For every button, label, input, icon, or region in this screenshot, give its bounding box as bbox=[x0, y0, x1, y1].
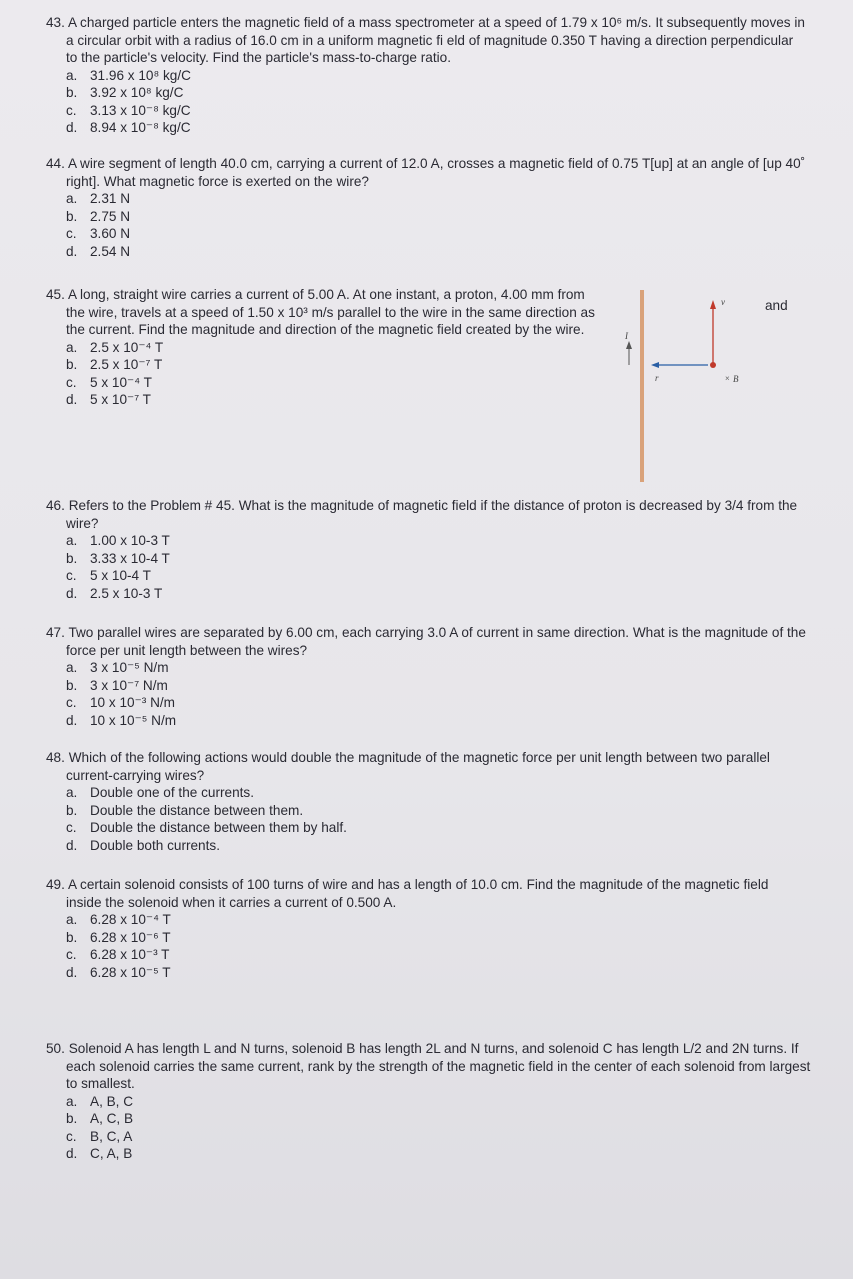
question-43 bbox=[46, 14, 806, 137]
velocity-label: v bbox=[721, 297, 725, 307]
distance-label: r bbox=[655, 373, 659, 383]
question-stem: 43. A charged particle enters the magnetic field of a mass spectrometer at a speed of 1.79 x 10⁶ m/s. It subsequently moves in a circular orbit with a radius of 16.0 cm in a uniform magnetic fi eld of magnitude 0.350 T having a direction perpendicular to the particle's velocity. Find the particle's mass-to-charge ratio. bbox=[46, 15, 805, 65]
option-a[interactable]: a. 6.28 x 10⁻⁴ T bbox=[66, 912, 171, 927]
option-c[interactable]: c. B, C, A bbox=[66, 1128, 133, 1144]
options-list bbox=[46, 659, 806, 729]
options-list bbox=[46, 1093, 816, 1163]
question-stem: 45. A long, straight wire carries a current of 5.00 A. At one instant, a proton, 4.00 mm from the wire, travels at a speed of 1.50 x 10³ m/s parallel to the wire in the same direction as the current. Find the magnitude and direction of the magnetic field created by the wire. bbox=[46, 287, 595, 337]
option-d[interactable]: d. C, A, B bbox=[66, 1146, 133, 1161]
question-49 bbox=[46, 876, 786, 981]
option-b[interactable]: b. 2.5 x 10⁻⁷ T bbox=[66, 357, 163, 372]
current-arrow-head bbox=[626, 341, 632, 349]
question-44 bbox=[46, 155, 806, 260]
option-b[interactable]: b. 3.92 x 10⁸ kg/C bbox=[66, 85, 184, 100]
option-c[interactable]: c. 5 x 10-4 T bbox=[66, 568, 151, 583]
option-b[interactable]: b. 3.33 x 10-4 T bbox=[66, 550, 170, 566]
option-a[interactable]: a. 1.00 x 10-3 T bbox=[66, 533, 170, 548]
distance-arrow-head bbox=[651, 362, 659, 368]
option-b[interactable]: b. 3 x 10⁻⁷ N/m bbox=[66, 677, 168, 693]
option-d[interactable]: d. Double both currents. bbox=[66, 837, 220, 853]
options-list bbox=[46, 532, 806, 602]
question-46 bbox=[46, 497, 806, 602]
question-48 bbox=[46, 749, 806, 854]
option-b[interactable]: b. 6.28 x 10⁻⁶ T bbox=[66, 929, 171, 945]
option-d[interactable]: d. 8.94 x 10⁻⁸ kg/C bbox=[66, 120, 191, 135]
option-a[interactable]: a. A, B, C bbox=[66, 1093, 134, 1109]
question-stem: 47. Two parallel wires are separated by 6.00 cm, each carrying 3.0 A of current in same direction. What is the magnitude of the force per unit length between the wires? bbox=[46, 625, 806, 658]
question-45 bbox=[46, 286, 601, 409]
option-b[interactable]: b. Double the distance between them. bbox=[66, 802, 304, 818]
question-stem: 49. A certain solenoid consists of 100 turns of wire and has a length of 10.0 cm. Find the magnitude of the magnetic field inside the solenoid when it carries a current of 0.500 A. bbox=[46, 877, 769, 910]
field-label: B bbox=[733, 374, 739, 384]
proton bbox=[710, 362, 716, 368]
option-a[interactable]: a. Double one of the currents. bbox=[66, 785, 254, 800]
option-c[interactable]: c. Double the distance between them by half. bbox=[66, 820, 347, 835]
question-47 bbox=[46, 624, 806, 729]
question-stem: 50. Solenoid A has length L and N turns, solenoid B has length 2L and N turns, and solenoid C has length L/2 and 2N turns. If each solenoid carries the same current, rank by the strength of the magnetic field in the center of each solenoid from largest to smallest. bbox=[46, 1041, 811, 1091]
option-a[interactable]: a. 2.31 N bbox=[66, 191, 131, 206]
option-d[interactable]: d. 5 x 10⁻⁷ T bbox=[66, 392, 151, 407]
option-d[interactable]: d. 2.5 x 10-3 T bbox=[66, 585, 163, 601]
option-c[interactable]: c. 6.28 x 10⁻³ T bbox=[66, 947, 170, 962]
option-b[interactable]: b. 2.75 N bbox=[66, 208, 131, 224]
option-c[interactable]: c. 3.13 x 10⁻⁸ kg/C bbox=[66, 102, 191, 118]
wire-proton-figure bbox=[615, 285, 815, 485]
option-d[interactable]: d. 6.28 x 10⁻⁵ T bbox=[66, 964, 171, 980]
option-a[interactable]: a. 31.96 x 10⁸ kg/C bbox=[66, 67, 191, 83]
question-stem: 44. A wire segment of length 40.0 cm, carrying a current of 12.0 A, crosses a magnetic field of 0.75 T[up] at an angle of [up 40˚ right]. What magnetic force is exerted on the wire? bbox=[46, 156, 806, 189]
option-c[interactable]: c. 3.60 N bbox=[66, 226, 131, 241]
option-d[interactable]: d. 2.54 N bbox=[66, 243, 131, 259]
option-a[interactable]: a. 3 x 10⁻⁵ N/m bbox=[66, 660, 169, 675]
question-50 bbox=[46, 1040, 816, 1163]
wire bbox=[640, 290, 644, 482]
option-b[interactable]: b. A, C, B bbox=[66, 1111, 134, 1126]
velocity-arrow-head bbox=[710, 300, 716, 309]
options-list bbox=[46, 190, 806, 260]
option-a[interactable]: a. 2.5 x 10⁻⁴ T bbox=[66, 339, 164, 355]
options-list bbox=[46, 67, 806, 137]
options-list bbox=[46, 911, 786, 981]
figure-trailing-word: and bbox=[765, 298, 788, 313]
question-stem: 46. Refers to the Problem # 45. What is the magnitude of magnetic field if the distance of proton is decreased by 3/4 from the wire? bbox=[46, 498, 798, 531]
options-list bbox=[46, 339, 601, 409]
options-list bbox=[46, 784, 806, 854]
option-d[interactable]: d. 10 x 10⁻⁵ N/m bbox=[66, 712, 177, 728]
question-stem: 48. Which of the following actions would double the magnitude of the magnetic force per unit length between two parallel current-carrying wires? bbox=[46, 750, 770, 783]
current-label: I bbox=[625, 331, 628, 341]
option-c[interactable]: c. 5 x 10⁻⁴ T bbox=[66, 374, 152, 390]
field-cross-icon: × bbox=[725, 374, 730, 383]
option-c[interactable]: c. 10 x 10⁻³ N/m bbox=[66, 695, 175, 710]
